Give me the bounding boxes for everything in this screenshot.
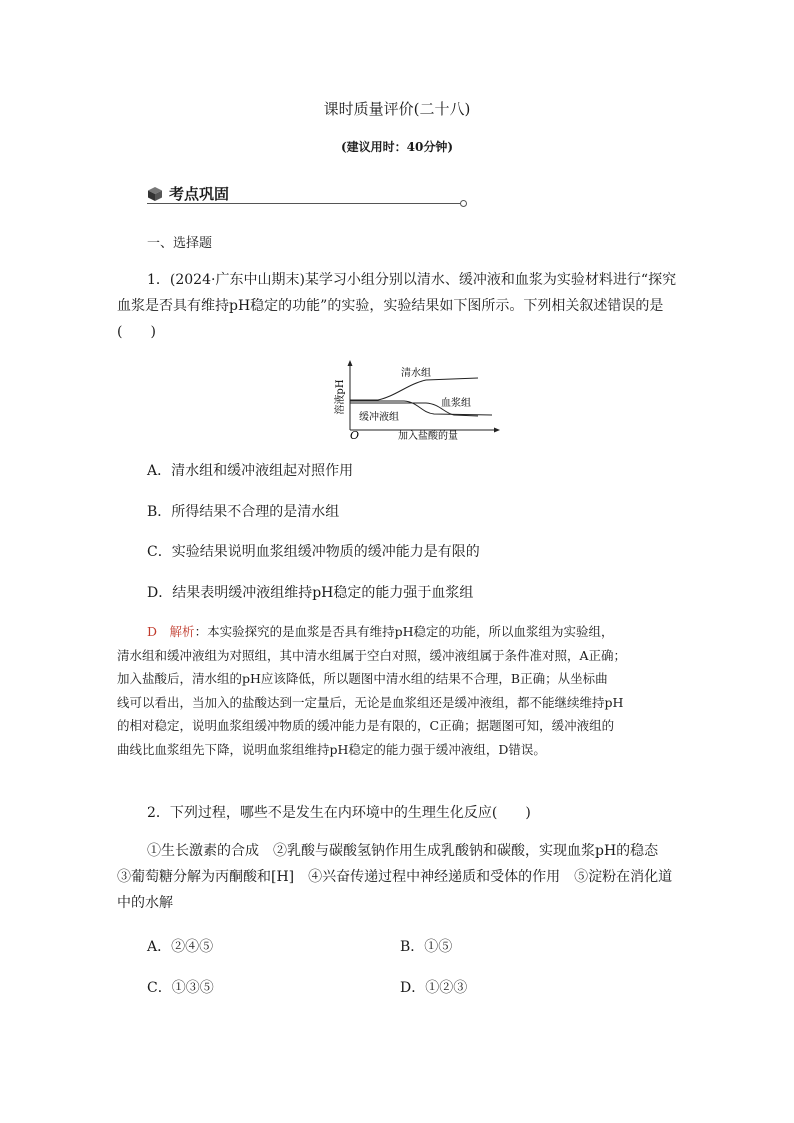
q2-option-b: B．①⑤ bbox=[400, 939, 453, 955]
q2-option-a: A．②④⑤ bbox=[147, 939, 214, 955]
section-heading bbox=[147, 183, 229, 204]
q1-analysis bbox=[117, 620, 677, 761]
y-axis-label: 溶液pH bbox=[335, 379, 346, 415]
x-axis-label: 加入盐酸的量 bbox=[398, 431, 458, 442]
buffer-group-label: 缓冲液组 bbox=[359, 412, 399, 423]
question-2-stem: 2．下列过程，哪些不是发生在内环境中的生理生化反应( ) bbox=[147, 805, 531, 821]
cube-icon bbox=[147, 186, 163, 202]
q1-line: 血浆是否具有维持pH稳定的功能”的实验，实验结果如下图所示。下列相关叙述错误的是 bbox=[117, 298, 664, 314]
divider-end-dot bbox=[460, 200, 467, 207]
plasma-group-label: 血浆组 bbox=[441, 398, 471, 409]
water-group-label: 清水组 bbox=[401, 368, 431, 379]
q1-option-a: A．清水组和缓冲液组起对照作用 bbox=[147, 463, 354, 479]
q1-line: ( ) bbox=[117, 324, 156, 340]
section-divider bbox=[147, 203, 462, 204]
q2-item-line: 中的水解 bbox=[117, 895, 173, 911]
analysis-text: ：本实验探究的是血浆是否具有维持pH稳定的功能，所以血浆组为实验组， bbox=[194, 624, 614, 639]
time-suggestion: (建议用时：40分钟) bbox=[340, 140, 454, 154]
q2-option-d: D．①②③ bbox=[400, 980, 468, 996]
q1-option-c: C．实验结果说明血浆组缓冲物质的缓冲能力是有限的 bbox=[147, 544, 480, 560]
analysis-line: 的相对稳定，说明血浆组缓冲物质的缓冲能力是有限的，C正确；据题图可知，缓冲液组的 bbox=[117, 718, 615, 733]
origin-label: O bbox=[350, 429, 360, 442]
q2-option-c: C．①③⑤ bbox=[147, 980, 214, 996]
answer-key: D bbox=[147, 624, 158, 639]
question-1-stem bbox=[117, 267, 677, 345]
water-group-curve bbox=[350, 378, 478, 400]
analysis-line: 线可以看出，当加入的盐酸达到一定量后，无论是血浆组还是缓冲液组，都不能继续维持pH bbox=[117, 694, 624, 710]
q1-option-b: B．所得结果不合理的是清水组 bbox=[147, 504, 340, 520]
q1-line: 1．(2024·广东中山期末)某学习小组分别以清水、缓冲液和血浆为实验材料进行“探究 bbox=[147, 272, 677, 288]
page-title: 课时质量评价(二十八) bbox=[323, 100, 471, 118]
part-heading: 一、选择题 bbox=[147, 236, 213, 251]
x-axis-arrow bbox=[494, 428, 500, 433]
q1-option-d: D．结果表明缓冲液组维持pH稳定的能力强于血浆组 bbox=[147, 585, 474, 601]
analysis-line: 清水组和缓冲液组为对照组，其中清水组属于空白对照，缓冲液组属于条件准对照，A正确； bbox=[117, 647, 627, 663]
question-2-items bbox=[117, 838, 677, 916]
analysis-line bbox=[117, 620, 677, 644]
analysis-line: 加入盐酸后，清水组的pH应该降低，所以题图中清水组的结果不合理，B正确；从坐标曲 bbox=[117, 671, 608, 686]
analysis-label: 解析 bbox=[169, 624, 195, 639]
section-label: 考点巩固 bbox=[169, 185, 230, 203]
analysis-line: 曲线比血浆组先下降，说明血浆组维持pH稳定的能力强于缓冲液组，D错误。 bbox=[117, 741, 546, 757]
y-axis-arrow bbox=[348, 360, 353, 366]
q2-item-line: ①生长激素的合成 ②乳酸与碳酸氢钠作用生成乳酸钠和碳酸，实现血浆pH的稳态 bbox=[147, 843, 659, 859]
ph-chart bbox=[330, 358, 505, 442]
q2-item-line: ③葡萄糖分解为丙酮酸和[H] ④兴奋传递过程中神经递质和受体的作用 ⑤淀粉在消化道 bbox=[117, 869, 673, 885]
